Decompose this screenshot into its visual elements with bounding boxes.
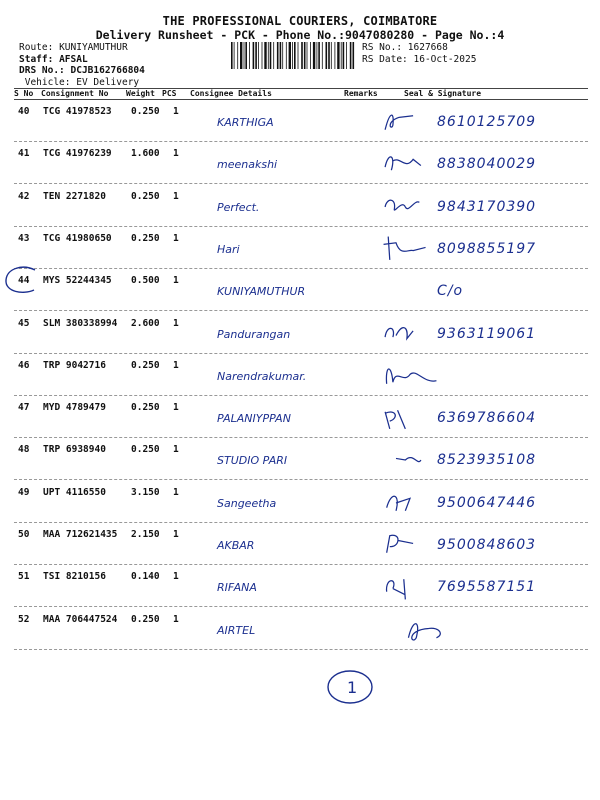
row-weight: 2.150 xyxy=(131,529,160,540)
table-row xyxy=(0,269,600,311)
row-consignment-no: MYS 52244345 xyxy=(43,275,112,287)
row-consignment-no: MYD 4789479 xyxy=(43,402,106,414)
row-consignment-no: SLM 380338994 xyxy=(43,317,118,329)
drs-value: DCJB162766804 xyxy=(70,65,145,76)
vehicle-value: EV Delivery xyxy=(76,76,140,88)
row-weight: 0.250 xyxy=(131,190,160,202)
table-row xyxy=(0,227,600,269)
table-row xyxy=(0,481,600,523)
row-consignment-no: TEN 2271820 xyxy=(43,190,106,202)
col-header-remarks: Remarks xyxy=(344,89,378,98)
row-sno: 40 xyxy=(18,106,30,117)
rs-no-value: 1627668 xyxy=(407,42,448,53)
row-consignee-name: RIFANA xyxy=(217,581,257,595)
staff-line: Staff: AFSAL xyxy=(19,53,88,65)
sheet-title: THE PROFESSIONAL COURIERS, COIMBATORE xyxy=(162,14,438,28)
row-consignment-no: UPT 4116550 xyxy=(43,486,106,498)
row-consignee-name: STUDIO PARI xyxy=(217,454,288,468)
staff-value: AFSAL xyxy=(59,53,88,65)
row-consignee-phone: 9500647446 xyxy=(437,494,537,511)
row-sno: 49 xyxy=(18,486,30,498)
row-pcs: 1 xyxy=(173,359,179,371)
row-consignee-phone: 8523935108 xyxy=(437,452,537,469)
row-consignment-no: TCG 41978523 xyxy=(43,106,112,117)
row-pcs: 1 xyxy=(173,402,179,414)
table-row xyxy=(0,142,600,184)
row-sno: 47 xyxy=(18,402,30,414)
row-pcs: 1 xyxy=(173,232,179,244)
table-row xyxy=(0,100,600,142)
row-weight: 0.250 xyxy=(131,444,160,456)
row-pcs: 1 xyxy=(173,613,179,625)
row-consignee-phone: 6369786604 xyxy=(437,410,537,427)
col-header-pcs: PCS xyxy=(162,89,177,98)
row-pcs: 1 xyxy=(173,148,179,160)
row-weight: 0.250 xyxy=(131,106,160,117)
row-consignee-name: KARTHIGA xyxy=(217,116,274,129)
row-weight: 0.140 xyxy=(131,571,160,583)
col-header-weight: Weight xyxy=(126,89,155,98)
row-pcs: 1 xyxy=(173,106,179,117)
signature-icon xyxy=(382,612,452,648)
col-header-sno: S No xyxy=(14,89,34,98)
table-row xyxy=(0,354,600,396)
row-consignee-phone: C/o xyxy=(437,283,464,300)
row-consignment-no: TRP 6938940 xyxy=(43,444,106,456)
row-sno: 42 xyxy=(18,190,30,202)
row-consignee-name: Hari xyxy=(217,242,240,256)
svg-text:1: 1 xyxy=(347,678,358,697)
row-weight: 0.250 xyxy=(131,402,160,414)
row-pcs: 1 xyxy=(173,444,179,456)
row-consignment-no: MAA 706447524 xyxy=(43,613,118,625)
row-pcs: 1 xyxy=(173,275,179,287)
row-sno: 52 xyxy=(18,613,30,625)
col-header-seal: Seal & Signature xyxy=(404,89,482,98)
row-consignee-name: Perfect. xyxy=(217,200,260,214)
row-sno: 45 xyxy=(18,317,30,329)
drs-line: DRS No.: DCJB162766804 xyxy=(19,65,145,76)
row-consignee-phone: 9500848603 xyxy=(437,537,537,553)
circled-row-mark-icon xyxy=(3,264,39,296)
row-consignee-name: AKBAR xyxy=(217,539,255,552)
row-consignment-no: TSI 8210156 xyxy=(43,571,106,583)
row-weight: 0.500 xyxy=(131,275,160,287)
row-sno: 43 xyxy=(18,232,30,244)
row-consignment-no: TRP 9042716 xyxy=(43,359,106,371)
row-consignee-name: Sangeetha xyxy=(217,496,277,510)
row-consignment-no: MAA 712621435 xyxy=(43,529,118,540)
row-pcs: 1 xyxy=(173,317,179,329)
meta-left xyxy=(19,42,145,88)
route-value: KUNIYAMUTHUR xyxy=(59,42,128,53)
row-weight: 2.600 xyxy=(131,317,160,329)
route-line: Route: KUNIYAMUTHUR xyxy=(19,42,128,53)
row-consignee-name: KUNIYAMUTHUR xyxy=(217,285,306,299)
col-header-consignee: Consignee Details xyxy=(190,89,272,98)
rs-no-line: RS No.: 1627668 xyxy=(362,42,448,53)
col-header-consignment: Consignment No xyxy=(41,89,109,98)
table-row xyxy=(0,396,600,438)
row-consignee-name: PALANIYPPAN xyxy=(217,412,291,426)
table-row xyxy=(0,312,600,354)
row-consignee-name: AIRTEL xyxy=(217,623,256,637)
row-sno: 51 xyxy=(18,571,30,583)
rs-date-value: 16-Oct-2025 xyxy=(413,53,477,65)
row-weight: 0.250 xyxy=(131,359,160,371)
sheet-subtitle: Delivery Runsheet - PCK - Phone No.:9047080280 - Page No.:4 xyxy=(95,28,505,42)
row-consignee-phone: 8838040029 xyxy=(437,156,537,173)
row-consignee-phone: 9363119061 xyxy=(437,325,537,342)
row-consignment-no: TCG 41976239 xyxy=(43,148,112,160)
row-pcs: 1 xyxy=(173,190,179,202)
signature-icon xyxy=(382,358,452,394)
row-consignee-name: meenakshi xyxy=(217,158,278,172)
row-consignee-phone: 9843170390 xyxy=(437,198,537,215)
row-weight: 1.600 xyxy=(131,148,160,160)
row-sno: 41 xyxy=(18,148,30,160)
table-row xyxy=(0,608,600,650)
row-consignee-phone: 8610125709 xyxy=(437,114,537,130)
row-weight: 0.250 xyxy=(131,232,160,244)
rs-date-line: RS Date: 16-Oct-2025 xyxy=(362,53,477,65)
row-consignee-phone: 7695587151 xyxy=(437,579,537,596)
table-row xyxy=(0,565,600,607)
row-pcs: 1 xyxy=(173,529,179,540)
barcode-icon xyxy=(231,42,357,69)
row-weight: 0.250 xyxy=(131,613,160,625)
vehicle-line: Vehicle: EV Delivery xyxy=(24,76,140,88)
row-divider xyxy=(14,649,588,650)
row-sno: 50 xyxy=(18,529,30,540)
row-sno: 46 xyxy=(18,359,30,371)
table-row xyxy=(0,438,600,480)
circled-number-icon xyxy=(325,668,375,706)
row-consignee-phone: 8098855197 xyxy=(437,240,537,257)
row-consignment-no: TCG 41980650 xyxy=(43,232,112,244)
row-weight: 3.150 xyxy=(131,486,160,498)
table-row xyxy=(0,185,600,227)
row-sno: 48 xyxy=(18,444,30,456)
row-consignee-name: Narendrakumar. xyxy=(217,369,307,383)
table-row xyxy=(0,523,600,565)
row-sno: 44 xyxy=(18,275,30,287)
meta-right xyxy=(362,42,476,65)
row-consignee-name: Pandurangan xyxy=(217,327,291,341)
row-pcs: 1 xyxy=(173,486,179,498)
row-pcs: 1 xyxy=(173,571,179,583)
